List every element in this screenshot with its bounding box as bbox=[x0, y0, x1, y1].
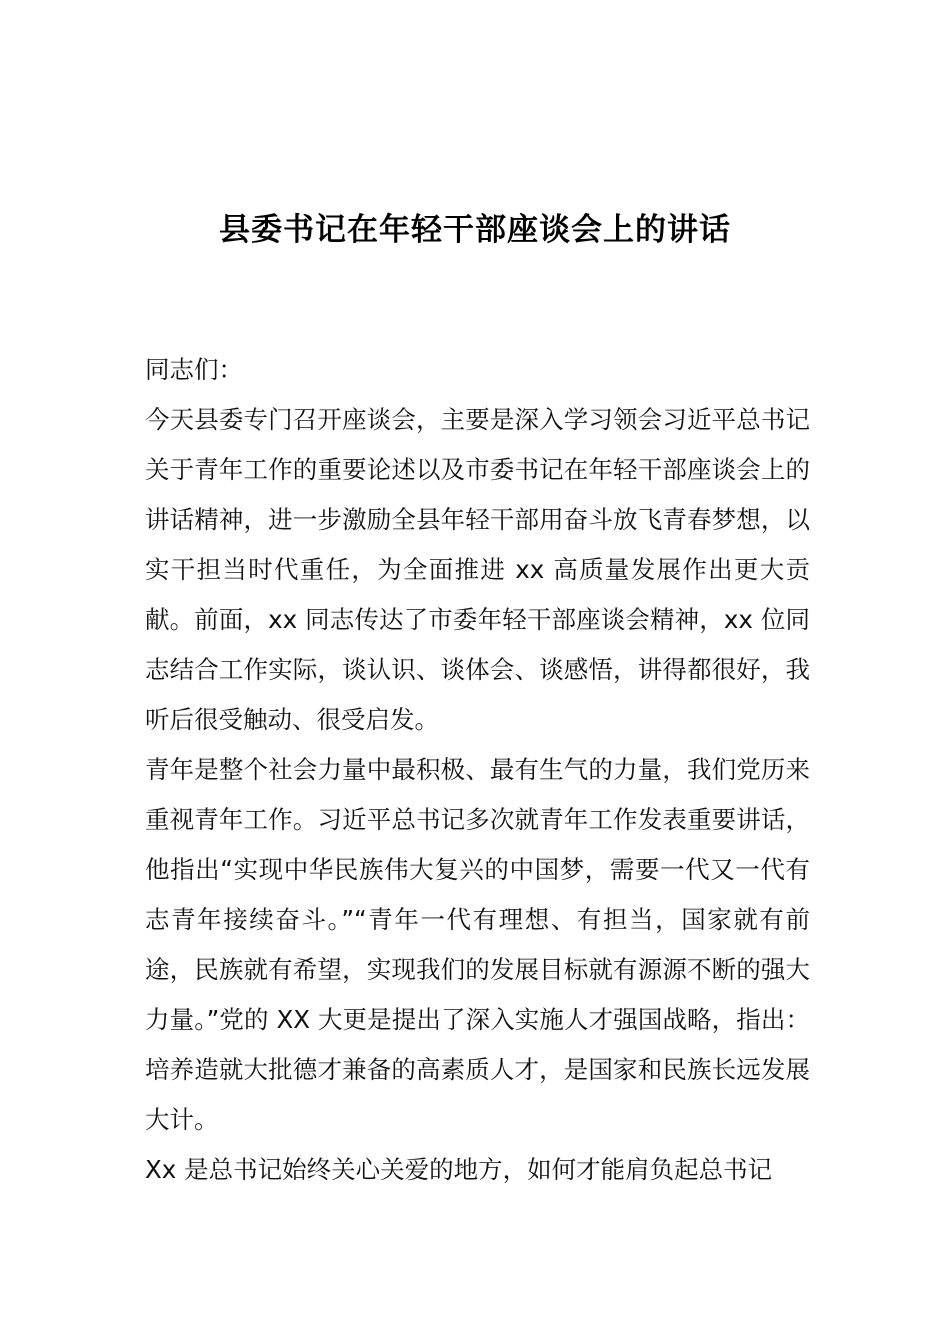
paragraph-3: Xx 是总书记始终关心关爱的地方，如何才能肩负起总书记 bbox=[145, 1155, 773, 1184]
document-title: 县委书记在年轻干部座谈会上的讲话 bbox=[219, 212, 731, 248]
document-body bbox=[145, 345, 810, 1195]
paragraph-1: 今天县委专门召开座谈会，主要是深入学习领会习近平总书记关于青年工作的重要论述以及市委书记在年轻干部座谈会上的讲话精神，进一步激励全县年轻干部用奋斗放飞青春梦想，以实干担当时代重任，为全面推进 xx 高质量发展作出更大贡献。前面，xx 同志传达了市委年轻干部座谈会精神，xx 位同志结合工作实际，谈认识、谈体会、谈感悟，讲得都很好，我听后很受触动、很受启发。 bbox=[145, 405, 810, 734]
salutation: 同志们： bbox=[145, 355, 243, 384]
paragraph-2: 青年是整个社会力量中最积极、最有生气的力量，我们党历来重视青年工作。习近平总书记多次就青年工作发表重要讲话，他指出“实现中华民族伟大复兴的中国梦，需要一代又一代有志青年接续奋斗。”“青年一代有理想、有担当，国家就有前途，民族就有希望，实现我们的发展目标就有源源不断的强大力量。”党的 XX 大更是提出了深入实施人才强国战略，指出：培养造就大批德才兼备的高素质人才，是国家和民族长远发展大计。 bbox=[145, 755, 810, 1134]
